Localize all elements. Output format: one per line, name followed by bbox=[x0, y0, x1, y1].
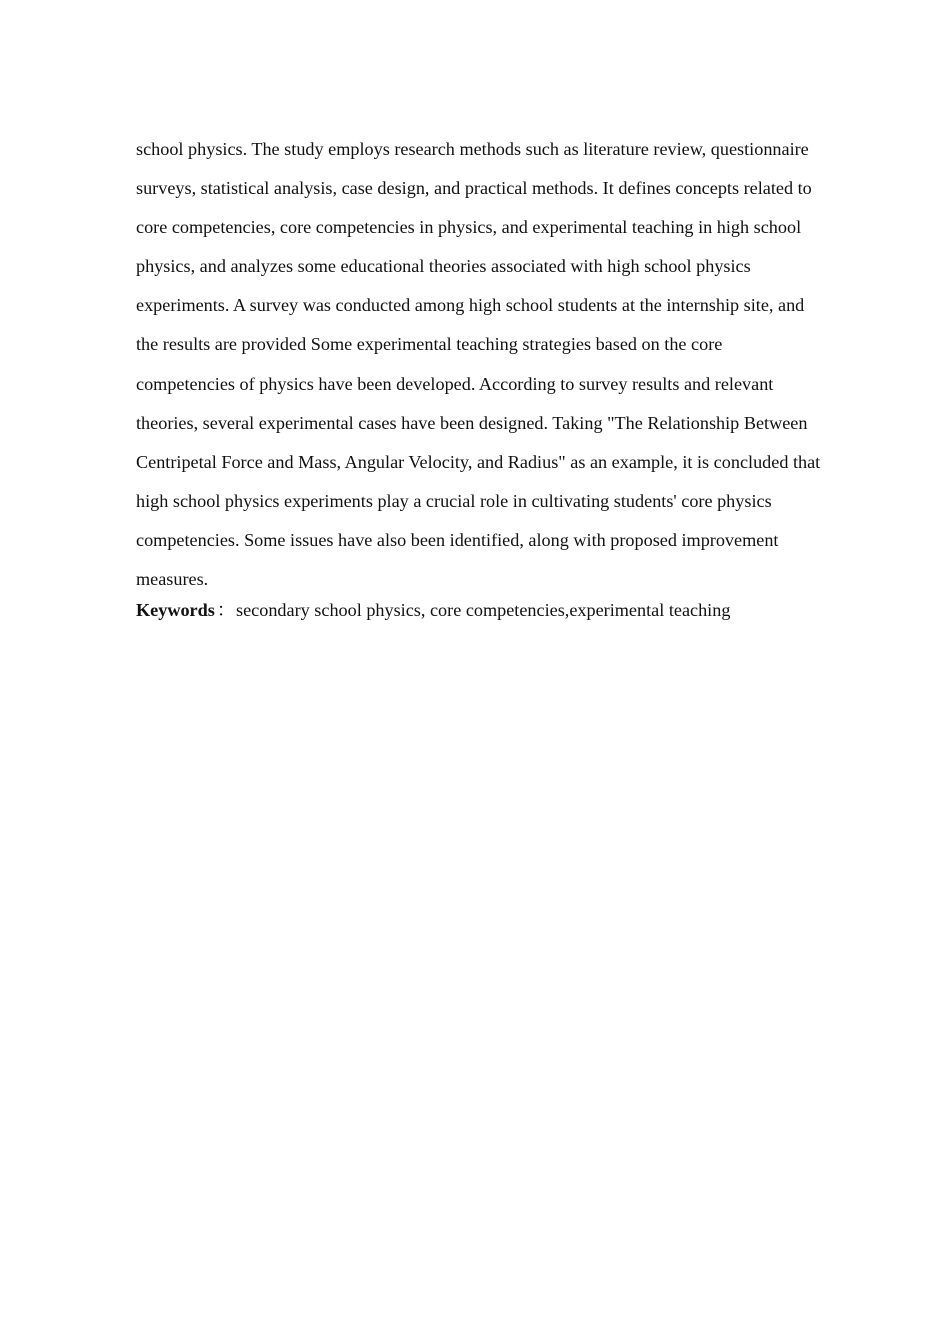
abstract-line: Centripetal Force and Mass, Angular Velocity, and Radius" as an example, it is concluded that bbox=[136, 451, 821, 472]
abstract-line: theories, several experimental cases have been designed. Taking "The Relationship Between bbox=[136, 412, 808, 433]
abstract-line: measures. bbox=[136, 569, 209, 590]
abstract-line: the results are provided Some experimental teaching strategies based on the core bbox=[136, 334, 723, 355]
abstract-line: physics, and analyzes some educational theories associated with high school physics bbox=[136, 256, 751, 277]
abstract-line: competencies of physics have been developed. According to survey results and relevant bbox=[136, 373, 774, 394]
abstract-body bbox=[136, 130, 866, 624]
abstract-line: surveys, statistical analysis, case design, and practical methods. It defines concepts related to bbox=[136, 178, 812, 199]
keywords-separator: ： bbox=[216, 600, 236, 621]
abstract-line: experiments. A survey was conducted among high school students at the internship site, and bbox=[136, 295, 805, 316]
abstract-line: high school physics experiments play a crucial role in cultivating students' core physics bbox=[136, 490, 772, 511]
abstract-line: competencies. Some issues have also been identified, along with proposed improvement bbox=[136, 529, 779, 550]
keywords-label: Keywords bbox=[136, 600, 215, 621]
abstract-line: core competencies, core competencies in physics, and experimental teaching in high school bbox=[136, 217, 802, 238]
keywords-value: secondary school physics, core competencies,experimental teaching bbox=[236, 600, 731, 621]
abstract-line: school physics. The study employs research methods such as literature review, questionnaire bbox=[136, 139, 809, 159]
keywords-section bbox=[136, 596, 866, 624]
